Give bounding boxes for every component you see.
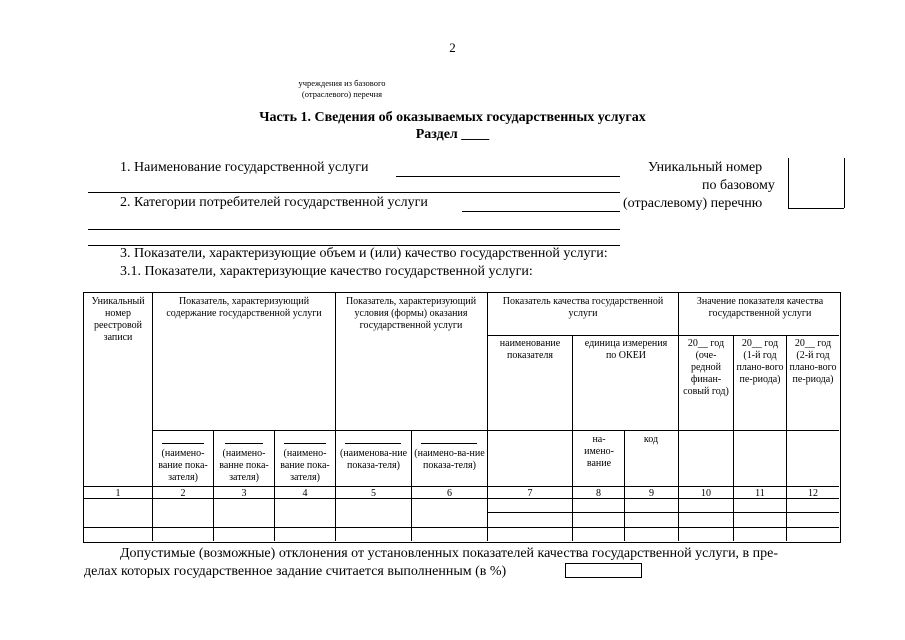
subheader-col8: на-имено-вание [584,434,614,469]
header-year-2: 20__ год (1-й год плано-вого пе-риода) [736,338,784,385]
item1-fill-line [396,176,620,177]
item1-fill-line-2 [88,192,620,193]
deviation-text-2: делах которых государственное задание считается выполненным (в %) [84,564,507,579]
blank-line [345,443,401,444]
subheader-col4: (наимено-вание пока-зателя) [280,448,330,483]
col-number: 2 [180,488,186,499]
col-divider [733,335,734,541]
col-number: 6 [447,488,452,499]
col-number: 10 [701,488,711,499]
header-note: учреждения из базового (отраслевого) перечня [298,78,386,99]
col-number: 3 [241,488,247,499]
unique-box-right [844,158,845,208]
blank-line [162,443,204,444]
unique-number-label-2: по базовому [702,178,775,193]
page-number: 2 [449,40,456,55]
col-number: 8 [596,488,601,499]
item2-label: 2. Категории потребителей государственной услуги [120,195,428,210]
col-number: 7 [527,488,533,499]
header-conditions-indicator: Показатель, характеризующий условия (формы) оказания государственной услуги [345,296,477,331]
part-title: Часть 1. Сведения об оказываемых государственных услугах [259,110,646,125]
col-divider [152,292,153,541]
section-title: Раздел ____ [415,127,490,142]
unique-box-left [788,158,789,208]
subheader-col3: (наимено-ванне пока-зателя) [219,448,269,483]
blank-line [421,443,477,444]
header-indicator-value: Значение показателя качества государственной услуги [696,296,824,319]
blank-line [284,443,326,444]
header-content-indicator: Показатель, характеризующий содержание государственной услуги [166,296,322,319]
header-unique-number: Уникальный номер реестровой записи [91,296,145,343]
header-quality-indicator: Показатель качества государственной услуги [502,296,664,319]
item1-label: 1. Наименование государственной услуги [120,160,369,175]
item2-fill-line [462,211,620,212]
header-unit-okei: единица измерения по ОКЕИ [584,338,668,361]
unique-number-label-3: (отраслевому) перечню [623,196,763,211]
item3-label: 3. Показатели, характеризующие объем и (или) качество государственной услуги: [120,246,608,261]
col-divider [786,335,787,541]
deviation-text-1: Допустимые (возможные) отклонения от установленных показателей качества государственной услуги, в пре- [120,546,779,561]
col-divider [678,292,679,541]
col-divider [487,292,488,541]
subheader-col2: (наимено-вание пока-зателя) [158,448,208,483]
row-divider [83,486,839,487]
col-number: 5 [371,488,376,499]
header-year-3: 20__ год (2-й год плано-вого пе-риода) [789,338,837,385]
row-divider [152,430,839,431]
item31-label: 3.1. Показатели, характеризующие качество государственной услуги: [120,264,533,279]
header-indicator-name: наименование показателя [499,338,561,361]
col-divider [335,292,336,541]
header-year-1: 20__ год (оче-редной финан-совый год) [683,338,729,397]
col-number: 12 [808,488,818,499]
col-number: 4 [302,488,308,499]
blank-line [225,443,263,444]
col-number: 9 [649,488,654,499]
row-divider [487,512,839,513]
unique-number-label-1: Уникальный номер [648,160,763,175]
col-divider [572,335,573,541]
subheader-col5: (наименова-ние показа-теля) [339,448,408,471]
unique-box-bottom [788,208,844,209]
row-divider [83,527,839,528]
col-number: 11 [755,488,765,499]
row-divider [487,335,839,336]
subheader-col6: (наимено-ва-ние показа-теля) [414,448,485,471]
deviation-percent-box[interactable] [565,563,642,578]
subheader-col9: код [643,434,659,445]
item2-fill-line-2 [88,229,620,230]
col-number: 1 [115,488,121,499]
